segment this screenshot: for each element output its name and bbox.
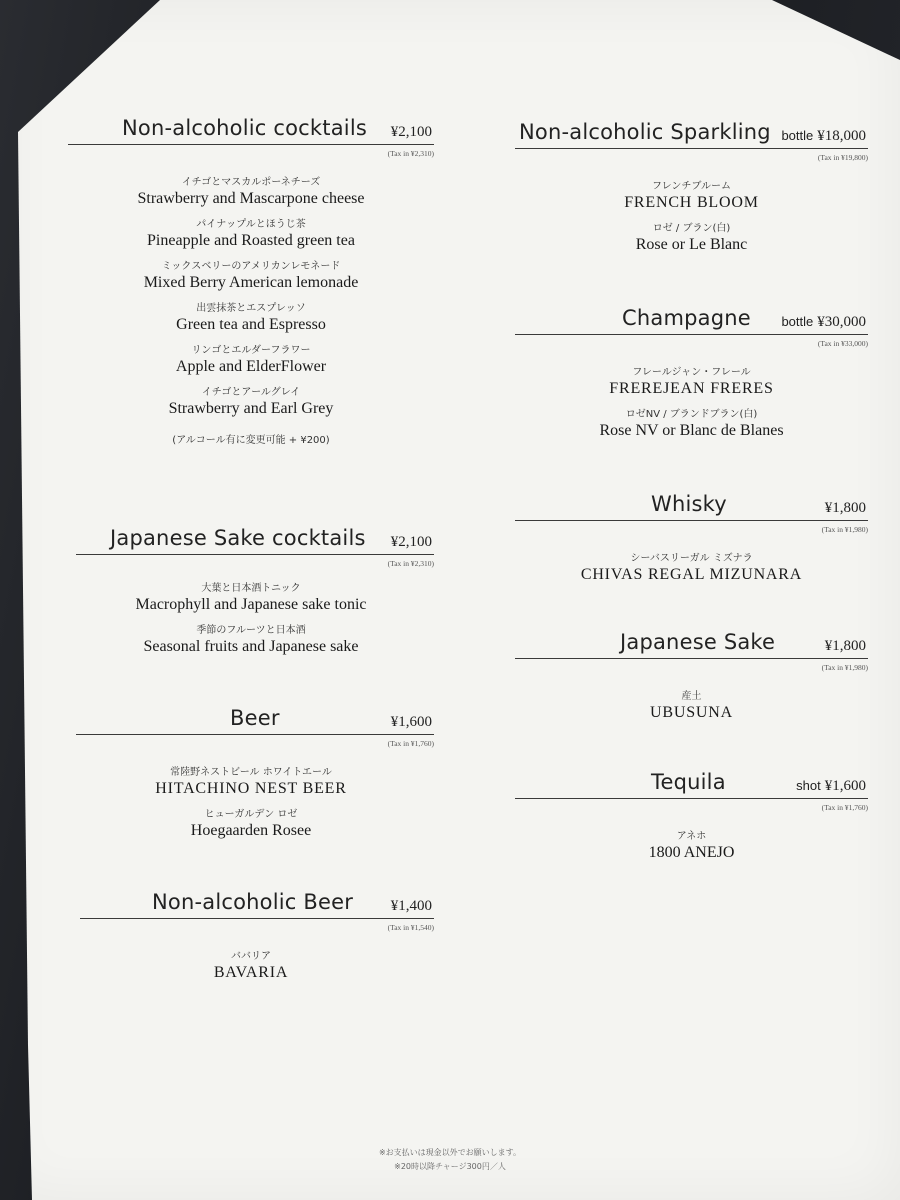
item-jp: 季節のフルーツと日本酒 xyxy=(196,625,306,636)
section-price: ¥2,100 xyxy=(390,124,432,140)
tax-note: (Tax in ¥1,980) xyxy=(821,663,868,672)
section-champagne xyxy=(515,306,868,450)
menu-item xyxy=(68,386,434,419)
section-title: Whisky xyxy=(651,492,727,516)
menu-item xyxy=(68,218,434,251)
divider xyxy=(515,148,868,149)
item-jp: ロゼNV / ブランドブラン(白) xyxy=(625,409,758,420)
divider xyxy=(515,658,868,659)
item-jp: イチゴとマスカルポーネチーズ xyxy=(181,177,321,188)
item-en: Strawberry and Mascarpone cheese xyxy=(137,190,365,207)
footer-line: ※20時以降チャージ300円／人 xyxy=(394,1162,506,1171)
item-list xyxy=(68,582,434,657)
section-tequila xyxy=(515,770,868,872)
item-jp: イチゴとアールグレイ xyxy=(201,387,301,398)
menu-item xyxy=(68,582,434,615)
item-jp: ミックスベリーのアメリカンレモネード xyxy=(161,261,341,272)
section-nonalc-sparkling xyxy=(515,120,868,264)
item-en: Green tea and Espresso xyxy=(176,316,326,333)
menu-item xyxy=(515,408,868,441)
price-qualifier: shot xyxy=(796,778,821,793)
item-en: CHIVAS REGAL MIZUNARA xyxy=(580,566,803,583)
item-en: FREREJEAN FRERES xyxy=(609,380,774,397)
divider xyxy=(515,334,868,335)
item-list xyxy=(515,690,868,723)
item-en: Seasonal fruits and Japanese sake xyxy=(143,638,359,655)
section-nonalc-beer xyxy=(68,890,434,992)
section-title: Japanese Sake cocktails xyxy=(110,526,366,550)
item-en: Macrophyll and Japanese sake tonic xyxy=(135,596,367,613)
menu-item xyxy=(515,690,868,723)
section-title: Non-alcoholic Sparkling xyxy=(519,120,771,144)
section-sake-cocktails xyxy=(68,526,434,666)
section-price: ¥1,800 xyxy=(824,638,866,654)
item-jp: パイナップルとほうじ茶 xyxy=(196,219,306,230)
menu-item xyxy=(68,808,434,841)
price-value: ¥30,000 xyxy=(817,314,866,330)
item-jp: ババリア xyxy=(231,951,271,962)
item-jp: 大葉と日本酒トニック xyxy=(201,583,301,594)
menu-item xyxy=(515,830,868,863)
divider xyxy=(80,918,434,919)
item-en: BAVARIA xyxy=(213,964,289,981)
item-en: Hoegaarden Rosee xyxy=(190,822,312,839)
divider xyxy=(76,734,434,735)
divider xyxy=(515,520,868,521)
price-qualifier: bottle xyxy=(781,128,814,143)
item-jp: シーバスリーガル ミズナラ xyxy=(630,553,753,564)
section-title: Japanese Sake xyxy=(620,630,776,654)
section-price: ¥1,400 xyxy=(390,898,432,914)
item-en: Rose NV or Blanc de Blanes xyxy=(599,422,784,439)
item-list xyxy=(515,830,868,863)
alcohol-option-note: (アルコール有に変更可能 + ¥200) xyxy=(172,435,330,446)
section-price xyxy=(796,778,866,795)
item-jp: アネホ xyxy=(676,831,707,842)
footer-line: ※お支払いは現金以外でお願いします。 xyxy=(378,1148,522,1157)
price-qualifier: bottle xyxy=(781,314,814,329)
menu-item xyxy=(68,766,434,799)
item-en: 1800 ANEJO xyxy=(648,844,735,861)
section-title: Beer xyxy=(230,706,280,730)
item-en: Apple and ElderFlower xyxy=(175,358,327,375)
section-price: ¥1,800 xyxy=(824,500,866,516)
section-price xyxy=(781,128,866,145)
item-list xyxy=(515,180,868,255)
tax-note: (Tax in ¥1,980) xyxy=(821,525,868,534)
item-list xyxy=(68,176,434,446)
item-jp: 産土 xyxy=(681,691,702,702)
item-list xyxy=(68,766,434,841)
item-list xyxy=(515,366,868,441)
item-jp: ロゼ / ブラン(白) xyxy=(652,223,731,234)
section-title: Champagne xyxy=(622,306,751,330)
menu-item xyxy=(68,260,434,293)
tax-note: (Tax in ¥19,800) xyxy=(817,153,868,162)
menu-item xyxy=(515,222,868,255)
menu-item xyxy=(68,344,434,377)
item-en: Rose or Le Blanc xyxy=(635,236,748,253)
item-jp: フレンチブルーム xyxy=(652,181,731,192)
section-title: Non-alcoholic cocktails xyxy=(122,116,368,140)
footer-notes xyxy=(0,1146,900,1174)
section-nonalc-cocktails xyxy=(68,116,434,446)
divider xyxy=(76,554,434,555)
menu-item xyxy=(515,552,868,585)
item-en: Pineapple and Roasted green tea xyxy=(147,232,355,249)
tax-note: (Tax in ¥1,540) xyxy=(387,923,434,932)
item-list xyxy=(515,552,868,585)
tax-note: (Tax in ¥1,760) xyxy=(821,803,868,812)
section-price: ¥1,600 xyxy=(390,714,432,730)
tax-note: (Tax in ¥2,310) xyxy=(387,149,434,158)
section-whisky xyxy=(515,492,868,594)
item-en: UBUSUNA xyxy=(650,704,733,721)
section-beer xyxy=(68,706,434,850)
menu-item xyxy=(515,366,868,399)
item-en: Strawberry and Earl Grey xyxy=(168,400,334,417)
divider xyxy=(515,798,868,799)
item-jp: リンゴとエルダーフラワー xyxy=(191,345,311,356)
menu-item xyxy=(68,624,434,657)
divider xyxy=(68,144,434,145)
menu-item xyxy=(68,950,434,983)
item-jp: ヒューガルデン ロゼ xyxy=(204,809,298,820)
menu-item xyxy=(515,180,868,213)
price-value: ¥18,000 xyxy=(817,128,866,144)
menu-item xyxy=(68,302,434,335)
menu-item xyxy=(68,176,434,209)
item-jp: 出雲抹茶とエスプレッソ xyxy=(196,303,306,314)
tax-note: (Tax in ¥33,000) xyxy=(817,339,868,348)
item-jp: フレールジャン・フレール xyxy=(632,367,751,378)
section-title: Tequila xyxy=(651,770,726,794)
section-title: Non-alcoholic Beer xyxy=(152,890,354,914)
section-japanese-sake xyxy=(515,630,868,732)
tax-note: (Tax in ¥2,310) xyxy=(387,559,434,568)
item-en: FRENCH BLOOM xyxy=(624,194,759,211)
price-value: ¥1,600 xyxy=(824,778,866,794)
item-list xyxy=(68,950,434,983)
item-en: HITACHINO NEST BEER xyxy=(155,780,347,797)
tax-note: (Tax in ¥1,760) xyxy=(387,739,434,748)
section-price: ¥2,100 xyxy=(390,534,432,550)
item-jp: 常陸野ネストビール ホワイトエール xyxy=(170,767,332,778)
item-en: Mixed Berry American lemonade xyxy=(143,274,359,291)
section-price xyxy=(781,314,866,331)
